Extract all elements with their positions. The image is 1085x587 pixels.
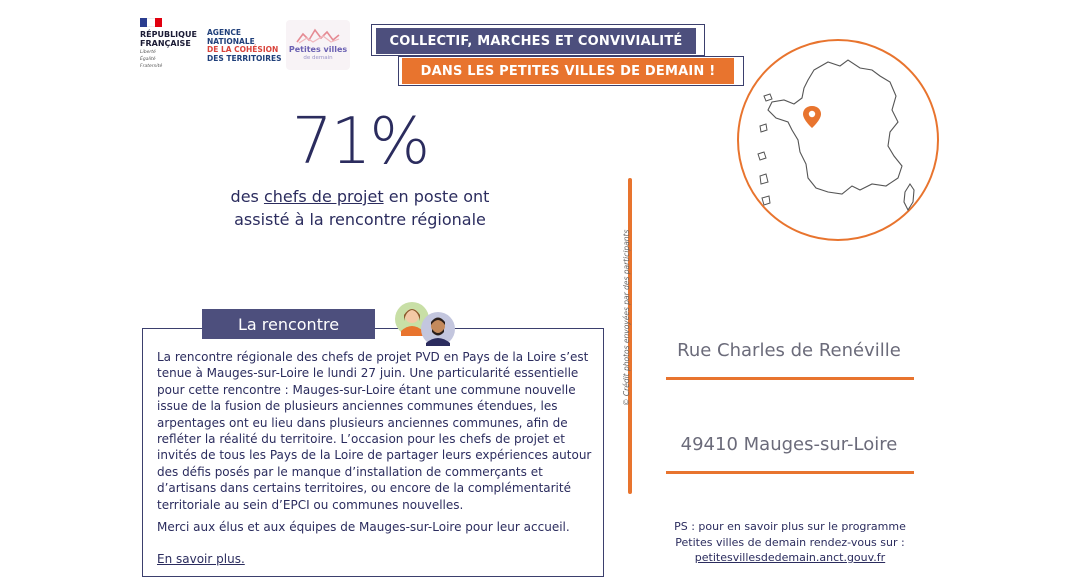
location-pin-icon: [803, 106, 821, 128]
address-city: 49410 Mauges-sur-Loire: [680, 434, 898, 455]
stat-text-before: des: [230, 187, 264, 206]
anct-line1: AGENCE: [207, 28, 241, 37]
ps-line2: Petites villes de demain rendez-vous sur :: [675, 535, 905, 549]
rencontre-paragraph-2: Merci aux élus et aux équipes de Mauges-sur-Loire pour leur accueil.: [157, 520, 570, 535]
rencontre-paragraph-1: La rencontre régionale des chefs de projet PVD en Pays de la Loire s’est tenue à Mauges-sur-Loire le lundi 27 juin. Une particularité essentielle pour cette rencontre : Mauges-sur-Loire étant une commune nouvelle issue de la fusion de plusieurs anciennes communes étendues, les arpentages ont eu lieu dans plusieurs anciennes communes, afin de refléter la réalité du territoire. L’occasion pour les chefs de projet et invités de tous les Pays de la Loire de partager leurs expériences autour des défis posés par le manque d’installation de commerçants et d’artisans dans certains territoires, ou encore de la complémentarité territoriale au sein d’EPCI ou communes nouvelles.: [157, 350, 592, 512]
corsica-outline: [904, 184, 914, 210]
pvd-subtitle: de demain: [303, 55, 333, 61]
ps-line1: PS : pour en savoir plus sur le programme: [674, 520, 906, 533]
french-flag-icon: [140, 18, 162, 27]
rencontre-body: [157, 349, 593, 535]
rencontre-title: La rencontre: [202, 309, 375, 339]
address-underline-2: [666, 471, 914, 474]
overseas-2: [760, 124, 767, 132]
pvd-name: Petites villes: [288, 45, 348, 54]
stat-description: [225, 185, 495, 231]
anct-logo: [207, 29, 297, 63]
anct-line3: DE LA COHÉSION: [207, 45, 279, 54]
france-map: [748, 52, 928, 232]
republique-motto-1: Liberté: [140, 50, 156, 55]
banner-title-line1: COLLECTIF, MARCHES ET CONVIVIALITÉ: [376, 28, 696, 54]
anct-line4: DES TERRITOIRES: [207, 53, 282, 63]
republique-name-line1: RÉPUBLIQUE: [140, 30, 197, 39]
ps-note: [660, 519, 920, 566]
overseas-4: [760, 174, 768, 184]
ps-website-link[interactable]: petitesvillesdedemain.anct.gouv.fr: [694, 551, 886, 564]
overseas-1: [764, 94, 772, 101]
stat-percentage: 71%: [291, 105, 429, 179]
overseas-3: [758, 152, 766, 160]
republique-name-line2: FRANÇAISE: [140, 39, 191, 48]
banner-title-line2: DANS LES PETITES VILLES DE DEMAIN !: [402, 58, 734, 84]
pvd-roofs-icon: [295, 26, 341, 44]
address-underline-1: [666, 377, 914, 380]
photo-credit: © Crédit photos envoyées par des participants: [622, 229, 631, 406]
stat-text-after: en poste ont assisté à la rencontre régionale: [234, 187, 490, 229]
overseas-5: [762, 196, 770, 205]
republique-motto-3: Fraternité: [140, 64, 163, 69]
anct-line2: NATIONALE: [207, 36, 255, 46]
participants-avatar-icon: [394, 299, 458, 349]
en-savoir-plus-link[interactable]: En savoir plus.: [157, 552, 245, 566]
france-outline: [768, 60, 902, 194]
petites-villes-de-demain-logo: [286, 20, 350, 70]
address-street: Rue Charles de Renéville: [677, 340, 901, 361]
republique-motto-2: Égalité: [140, 57, 156, 62]
republique-francaise-logo: [140, 18, 200, 69]
chefs-de-projet-link[interactable]: chefs de projet: [263, 187, 384, 206]
